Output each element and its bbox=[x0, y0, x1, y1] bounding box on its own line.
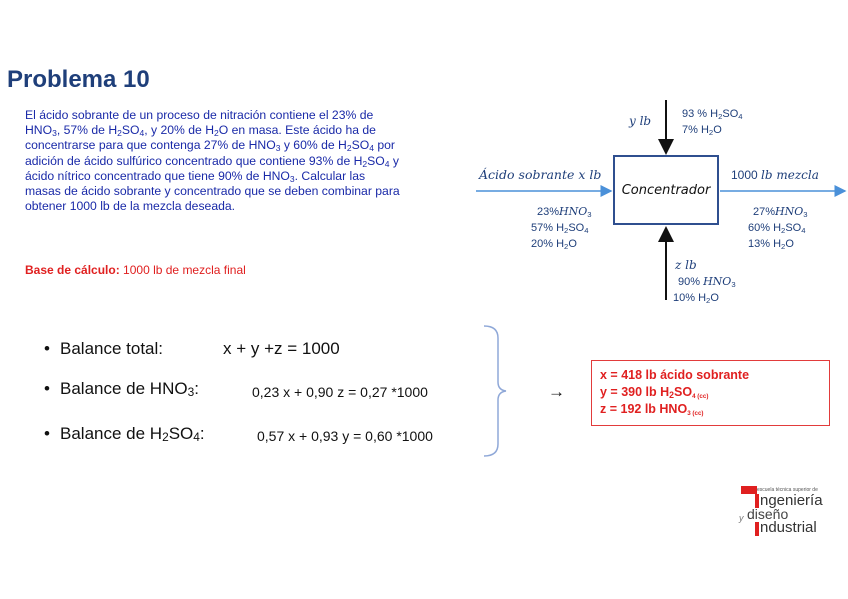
calculation-basis bbox=[25, 263, 246, 277]
bullet-icon: • bbox=[44, 339, 50, 358]
x-stream-label: Ácido sobrante x lb bbox=[479, 167, 602, 182]
basis-label: Base de cálculo: bbox=[25, 263, 120, 277]
problem-line: concentrarse para que contenga 27% de $HNO_3$ y 60% de $H_2SO_4$ por bbox=[25, 138, 395, 154]
results-box bbox=[591, 360, 830, 426]
page-title: Problema 10 bbox=[7, 66, 150, 93]
x-stream-composition: $23\%HNO_3$ 57% $H_2SO_4$ 20% $H_2O$ bbox=[531, 205, 592, 251]
problem-line: masas de ácido sobrante y concentrado que se deben combinar para bbox=[25, 184, 400, 199]
logo-i-bar-2 bbox=[755, 522, 759, 536]
z-stream-composition: 90% $HNO_3$ 10% $H_2O$ bbox=[673, 275, 736, 305]
result-y: y = 390 lb $H_2SO_{4 (cc)}$ bbox=[600, 385, 709, 400]
logo-word-2: y bbox=[739, 513, 744, 523]
problem-line: adición de ácido sulfúrico concentrado que contiene 93% de $H_2SO_4$ y bbox=[25, 153, 400, 169]
logo-word-4: ndustrial bbox=[760, 519, 817, 536]
result-z: z = 192 lb $HNO_{3 (cc)}$ bbox=[600, 402, 704, 417]
balance-total bbox=[44, 339, 163, 359]
logo-small-text: escuela técnica superior de bbox=[757, 487, 818, 493]
problem-line: ácido nítrico concentrado que tiene 90% de $HNO_3$. Calcular las bbox=[25, 168, 366, 184]
logo-word-3: diseño bbox=[747, 506, 789, 522]
bullet-icon: • bbox=[44, 379, 50, 398]
z-stream-label: z lb bbox=[675, 258, 697, 272]
concentrator-box: Concentrador bbox=[613, 155, 719, 225]
y-stream-label: y lb bbox=[629, 114, 652, 128]
balance-total-equation: x + y +z = 1000 bbox=[223, 339, 340, 358]
brace-icon bbox=[478, 324, 508, 458]
logo-red-mark bbox=[741, 486, 757, 494]
problem-line: El ácido sobrante de un proceso de nitración contiene el 23% de bbox=[25, 108, 374, 122]
problem-statement bbox=[25, 108, 459, 214]
problem-line: obtener 1000 lb de la mezcla deseada. bbox=[25, 199, 236, 214]
result-x: x = 418 lb ácido sobrante bbox=[600, 368, 750, 382]
bullet-icon: • bbox=[44, 424, 50, 443]
balance-total-label: Balance total: bbox=[60, 339, 164, 358]
balance-h2so4: • Balance de $H_2SO_4$: bbox=[44, 424, 205, 444]
logo-word-1: ngeniería bbox=[760, 492, 823, 509]
outlet-stream-composition: $27\%HNO_3$ 60% $H_2SO_4$ 13% $H_2O$ bbox=[748, 205, 808, 251]
balance-hno3: • Balance de $HNO_3$: bbox=[44, 379, 199, 399]
result-arrow-icon: → bbox=[548, 382, 565, 401]
y-stream-composition: 93 % $H_2SO_4$ 7% $H_2O$ bbox=[682, 108, 743, 137]
outlet-stream-label: 1000 lb mezcla bbox=[731, 168, 819, 182]
balance-h2so4-equation: 0,57 x + 0,93 y = 0,60 *1000 bbox=[257, 428, 433, 444]
balance-hno3-equation: 0,23 x + 0,90 z = 0,27 *1000 bbox=[252, 384, 428, 400]
problem-line: $HNO_3$, 57% de $H_2SO_4$, y 20% de $H_2O$ en masa. Este ácido ha de bbox=[25, 123, 376, 139]
basis-value: 1000 lb de mezcla final bbox=[119, 263, 246, 277]
school-logo bbox=[739, 486, 839, 538]
